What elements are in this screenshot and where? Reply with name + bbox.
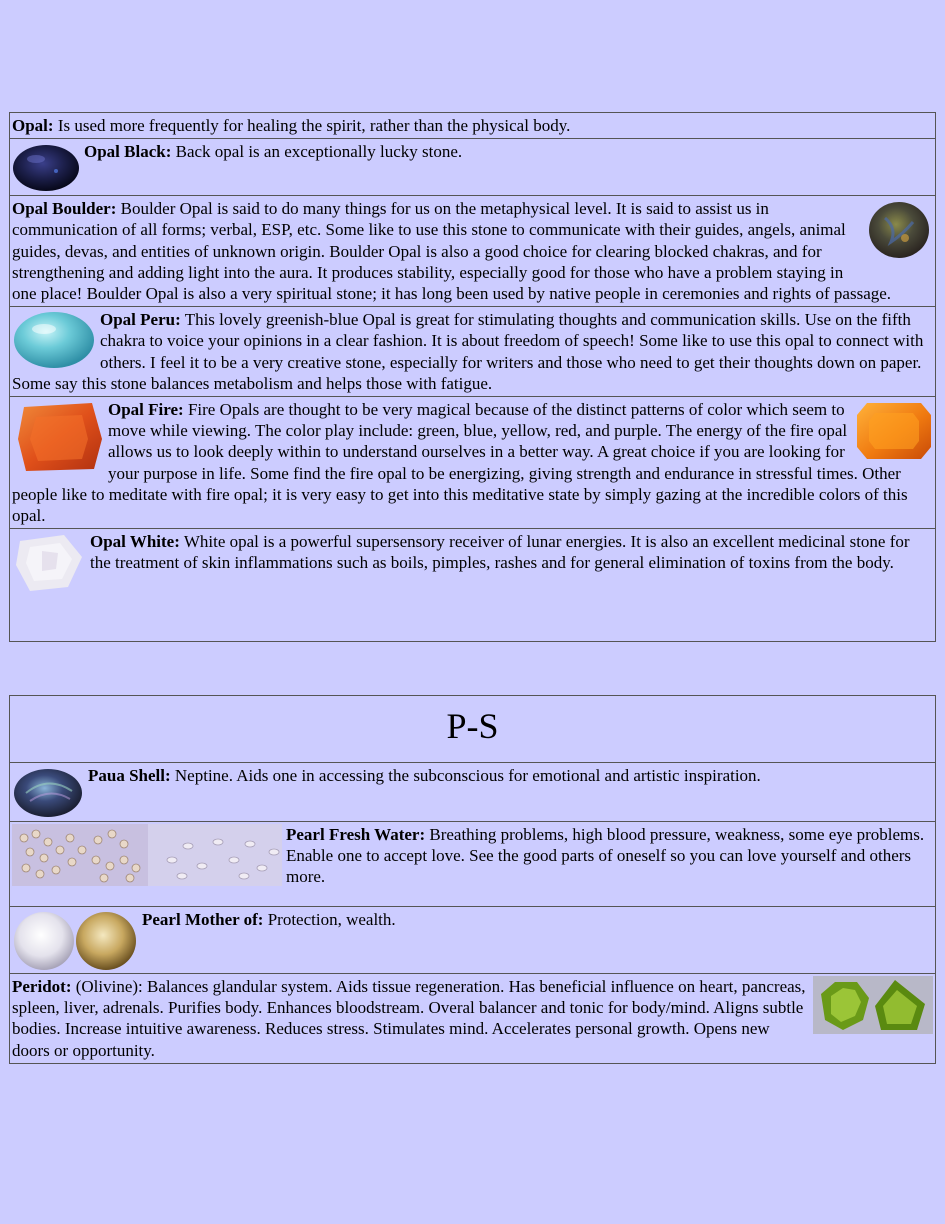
gem-entry-opal-white — [10, 529, 936, 642]
gem-description: This lovely greenish-blue Opal is great for stimulating thoughts and communication skills. Use on the fifth chakra to voice your opinions in a clear fashion. It is about freedom of speech! Some like to use this opal to connect with others. I feel it to be a very creative stone, especially for writers and those who need to get their thoughts down on paper. Some say this stone balances metabolism and helps those with fatigue. — [12, 310, 924, 393]
gem-name: Pearl Fresh Water: — [286, 825, 426, 844]
opal-fire-image — [12, 399, 104, 473]
gem-name: Opal Black: — [84, 142, 172, 162]
section-title: P-S — [10, 696, 936, 763]
ps-table — [9, 695, 936, 1064]
gem-description: Is used more frequently for healing the spirit, rather than the physical body. — [53, 116, 571, 135]
gem-name: Peridot: — [12, 977, 72, 996]
gem-entry-peridot — [10, 974, 936, 1064]
opal-peru-image — [12, 309, 96, 371]
gem-name: Opal White: — [90, 532, 180, 552]
opal-white-image — [12, 531, 86, 593]
table-row — [10, 307, 936, 397]
gem-name: Opal Boulder: — [12, 199, 117, 219]
opal-boulder-image — [863, 198, 933, 264]
gem-entry-pearl-mother-of — [10, 907, 936, 974]
gem-name: Opal: — [12, 116, 54, 135]
table-row — [10, 113, 936, 139]
pearl-mother-of-image — [12, 909, 138, 971]
gem-entry-opal-peru — [10, 307, 936, 397]
table-row — [10, 907, 936, 974]
peridot-image — [813, 976, 933, 1034]
gem-name: Opal Fire: — [108, 400, 184, 420]
pearl-fresh-water-image — [12, 824, 282, 886]
gem-entry-opal — [10, 113, 936, 139]
opal-table — [9, 112, 936, 642]
table-row — [10, 822, 936, 907]
gem-entry-pearl-fresh-water — [10, 822, 936, 907]
table-row — [10, 763, 936, 822]
gem-description: Breathing problems, high blood pressure, weakness, some eye problems. Enable one to accept love. See the good parts of oneself so you can love yourself and others more. — [286, 825, 925, 887]
opal-black-image — [12, 141, 80, 193]
gem-description: Back opal is an exceptionally lucky stone. — [171, 142, 463, 162]
table-row — [10, 139, 936, 196]
gem-entry-paua-shell — [10, 763, 936, 822]
gem-description: Fire Opals are thought to be very magical because of the distinct patterns of color which seem to move while viewing. The color play include: green, blue, yellow, red, and purple. The energy of the fire opal allows us to look deeply within to understand ourselves in a better way. A great choice if you are looking for your purpose in life. Some find the fire opal to be energizing, giving strength and endurance in stressful times. Other people like to meditate with fire opal; it is very easy to get into this meditative state by simply gazing at the incredible colors of this opal. — [12, 400, 908, 526]
gem-description: Neptine. Aids one in accessing the subconscious for emotional and artistic inspiration. — [170, 766, 761, 785]
gem-name: Paua Shell: — [88, 766, 171, 785]
gem-description: (Olivine): Balances glandular system. Aids tissue regeneration. Has beneficial influence on heart, pancreas, spleen, liver, adrenals. Purifies body. Enhances bloodstream. Overal balancer and tonic for body/mind. Aligns subtle bodies. Increase intuitive awareness. Reduces stress. Stimulates mind. Accelerates personal growth. Opens new doors or opportunity. — [12, 977, 806, 1060]
gem-entry-opal-black — [10, 139, 936, 196]
table-row — [10, 974, 936, 1064]
gem-name: Pearl Mother of: — [142, 910, 264, 929]
table-row — [10, 196, 936, 307]
table-row — [10, 529, 936, 642]
gem-entry-opal-boulder — [10, 196, 936, 307]
gem-description: Protection, wealth. — [263, 910, 396, 929]
gem-description: White opal is a powerful supersensory receiver of lunar energies. It is also an excellent medicinal stone for the treatment of skin inflammations such as boils, pimples, rashes and for general elimination of toxins from the body. — [90, 532, 910, 573]
gem-description: Boulder Opal is said to do many things for us on the metaphysical level. It is said to assist us in communication of all forms; verbal, ESP, etc. Some like to use this stone to communicate with their guides, angels, animal guides, devas, and entities of unknown origin. Boulder Opal is also a good choice for clearing blocked chakras, and for strengthening and adding light into the aura. It produces stability, especially good for those who have a problem staying in one place! Boulder Opal is also a very spiritual stone; it has long been used by native people in ceremonies and rights of passage. — [12, 199, 892, 304]
gem-entry-opal-fire — [10, 397, 936, 529]
gem-name: Opal Peru: — [100, 310, 181, 330]
table-row — [10, 397, 936, 529]
opal-fire-faceted-image — [855, 399, 933, 461]
table-row — [10, 696, 936, 763]
paua-shell-image — [12, 765, 84, 819]
